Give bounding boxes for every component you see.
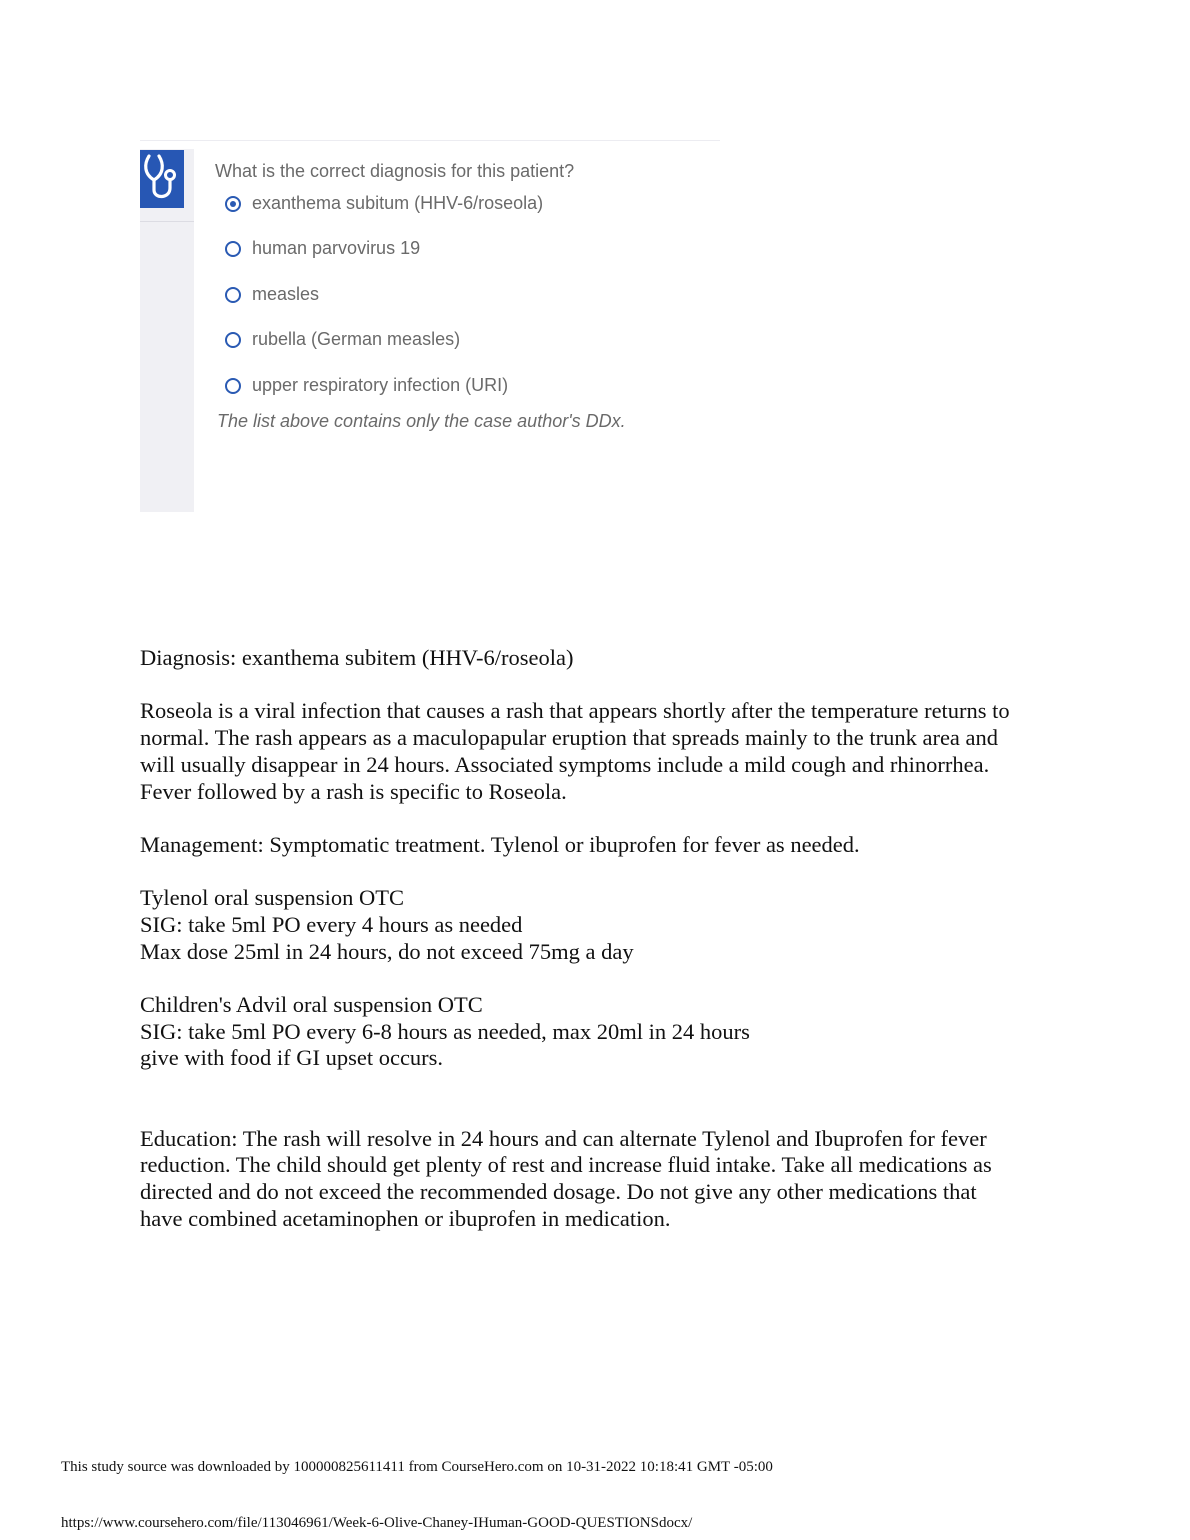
option-label: measles: [252, 283, 320, 304]
option-label: upper respiratory infection (URI): [252, 374, 509, 395]
radio-icon[interactable]: [225, 287, 241, 303]
quiz-sidebar: [140, 141, 194, 512]
radio-icon[interactable]: [225, 378, 241, 394]
tylenol-name: Tylenol oral suspension OTC: [140, 885, 405, 911]
sidebar-top-strip: [140, 141, 194, 149]
diagnosis-quiz-screenshot: [140, 140, 720, 513]
option-measles[interactable]: [225, 284, 543, 329]
diagnosis-line: Diagnosis: exanthema subitem (HHV-6/roseola): [140, 645, 574, 670]
download-source-notice: This study source was downloaded by 100000825611411 from CourseHero.com on 10-31-2022 10:18:41 GMT -05:00: [61, 1459, 773, 1475]
description-line: will usually disappear in 24 hours. Associated symptoms include a mild cough and rhinorrhea.: [140, 751, 990, 777]
advil-name: Children's Advil oral suspension OTC: [140, 992, 483, 1018]
description-line: normal. The rash appears as a maculopapular eruption that spreads mainly to the trunk area and: [140, 725, 999, 751]
education-line: have combined acetaminophen or ibuprofen in medication.: [140, 1205, 671, 1231]
stethoscope-icon: [140, 150, 184, 208]
education-line: directed and do not exceed the recommended dosage. Do not give any other medications that: [140, 1178, 977, 1204]
tylenol-sig: SIG: take 5ml PO every 4 hours as needed: [140, 911, 523, 937]
management-paragraph: [140, 832, 1060, 859]
diagnosis-options: [225, 193, 543, 420]
advil-sig: SIG: take 5ml PO every 6-8 hours as needed, max 20ml in 24 hours: [140, 1018, 750, 1044]
advil-note: give with food if GI upset occurs.: [140, 1045, 444, 1071]
education-line: Education: The rash will resolve in 24 hours and can alternate Tylenol and Ibuprofen for fever: [140, 1125, 987, 1151]
ddx-note: The list above contains only the case author's DDx.: [217, 411, 626, 431]
option-exanthema-subitum[interactable]: [225, 193, 543, 238]
radio-selected-icon[interactable]: [225, 196, 241, 212]
option-label: rubella (German measles): [252, 329, 461, 350]
option-human-parvovirus[interactable]: [225, 238, 543, 283]
tylenol-max: Max dose 25ml in 24 hours, do not exceed 75mg a day: [140, 938, 634, 964]
tylenol-paragraph: [140, 885, 1060, 965]
description-line: Roseola is a viral infection that causes a rash that appears shortly after the temperature returns to: [140, 698, 1010, 724]
education-paragraph: [140, 1126, 1060, 1233]
management-line: Management: Symptomatic treatment. Tylenol or ibuprofen for fever as needed.: [140, 831, 860, 857]
sidebar-divider: [140, 221, 194, 222]
radio-icon[interactable]: [225, 241, 241, 257]
education-line: reduction. The child should get plenty of rest and increase fluid intake. Take all medications as: [140, 1152, 992, 1178]
description-line: Fever followed by a rash is specific to Roseola.: [140, 778, 567, 804]
source-url[interactable]: https://www.coursehero.com/file/113046961/Week-6-Olive-Chaney-IHuman-GOOD-QUESTIONSdocx/: [61, 1515, 693, 1531]
description-paragraph: [140, 698, 1060, 805]
option-rubella[interactable]: [225, 329, 543, 374]
option-label: exanthema subitum (HHV-6/roseola): [252, 193, 544, 213]
quiz-question: What is the correct diagnosis for this patient?: [215, 161, 575, 181]
option-label: human parvovirus 19: [252, 238, 421, 259]
document-body: [140, 645, 1060, 1259]
radio-icon[interactable]: [225, 332, 241, 348]
diagnosis-paragraph: [140, 645, 1060, 672]
advil-paragraph: [140, 992, 1060, 1072]
